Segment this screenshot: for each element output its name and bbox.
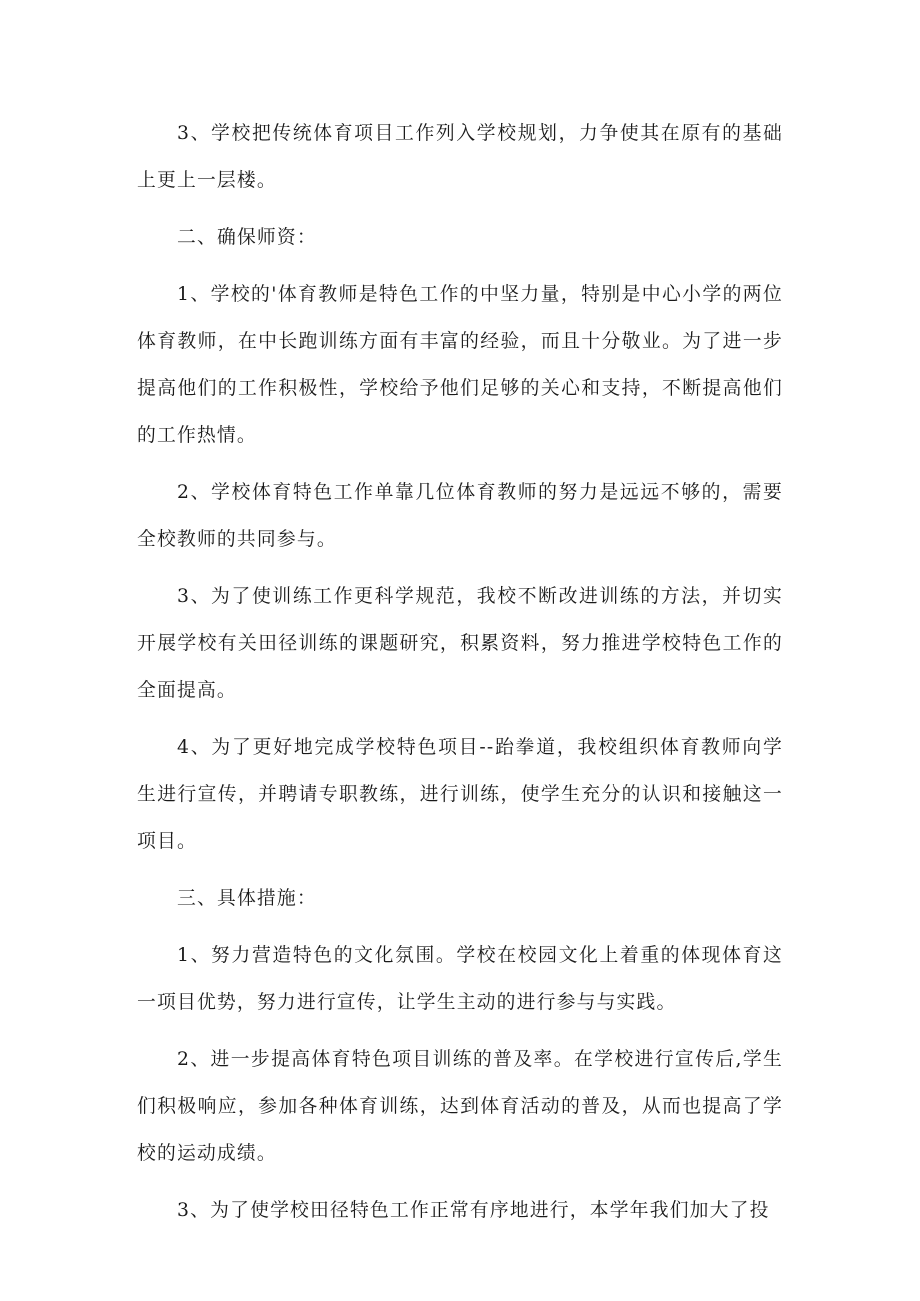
section-heading-measures: 三、具体措施： [177, 888, 317, 909]
paragraph-planning: 3、学校把传统体育项目工作列入学校规划，力争使其在原有的基础上更上一层楼。 [137, 123, 783, 191]
document-body [137, 110, 783, 1244]
paragraph-all-teachers: 2、学校体育特色工作单靠几位体育教师的努力是远远不够的，需要全校教师的共同参与。 [137, 482, 783, 550]
paragraph-track-field: 3、为了使学校田径特色工作正常有序地进行，本学年我们加大了投 [177, 1200, 770, 1221]
paragraph-training-methods: 3、为了使训练工作更科学规范，我校不断改进训练的方法，并切实开展学校有关田径训练的课题研究，积累资料，努力推进学校特色工作的全面提高。 [137, 586, 783, 701]
paragraph-pe-teachers: 1、学校的'体育教师是特色工作的中坚力量，特别是中心小学的两位体育教师，在中长跑训练方面有丰富的经验，而且十分敬业。为了进一步提高他们的工作积极性，学校给予他们足够的关心和支持，不断提高他们的工作热情。 [137, 284, 783, 446]
section-heading-teachers: 二、确保师资： [177, 227, 317, 248]
paragraph-taekwondo: 4、为了更好地完成学校特色项目--跆拳道，我校组织体育教师向学生进行宣传，并聘请专职教练，进行训练，使学生充分的认识和接触这一项目。 [137, 737, 783, 852]
paragraph-popularization: 2、进一步提高体育特色项目训练的普及率。在学校进行宣传后,学生们积极响应，参加各种体育训练，达到体育活动的普及，从而也提高了学校的运动成绩。 [137, 1049, 783, 1164]
paragraph-culture: 1、努力营造特色的文化氛围。学校在校园文化上着重的体现体育这一项目优势，努力进行宣传，让学生主动的进行参与与实践。 [137, 945, 783, 1013]
